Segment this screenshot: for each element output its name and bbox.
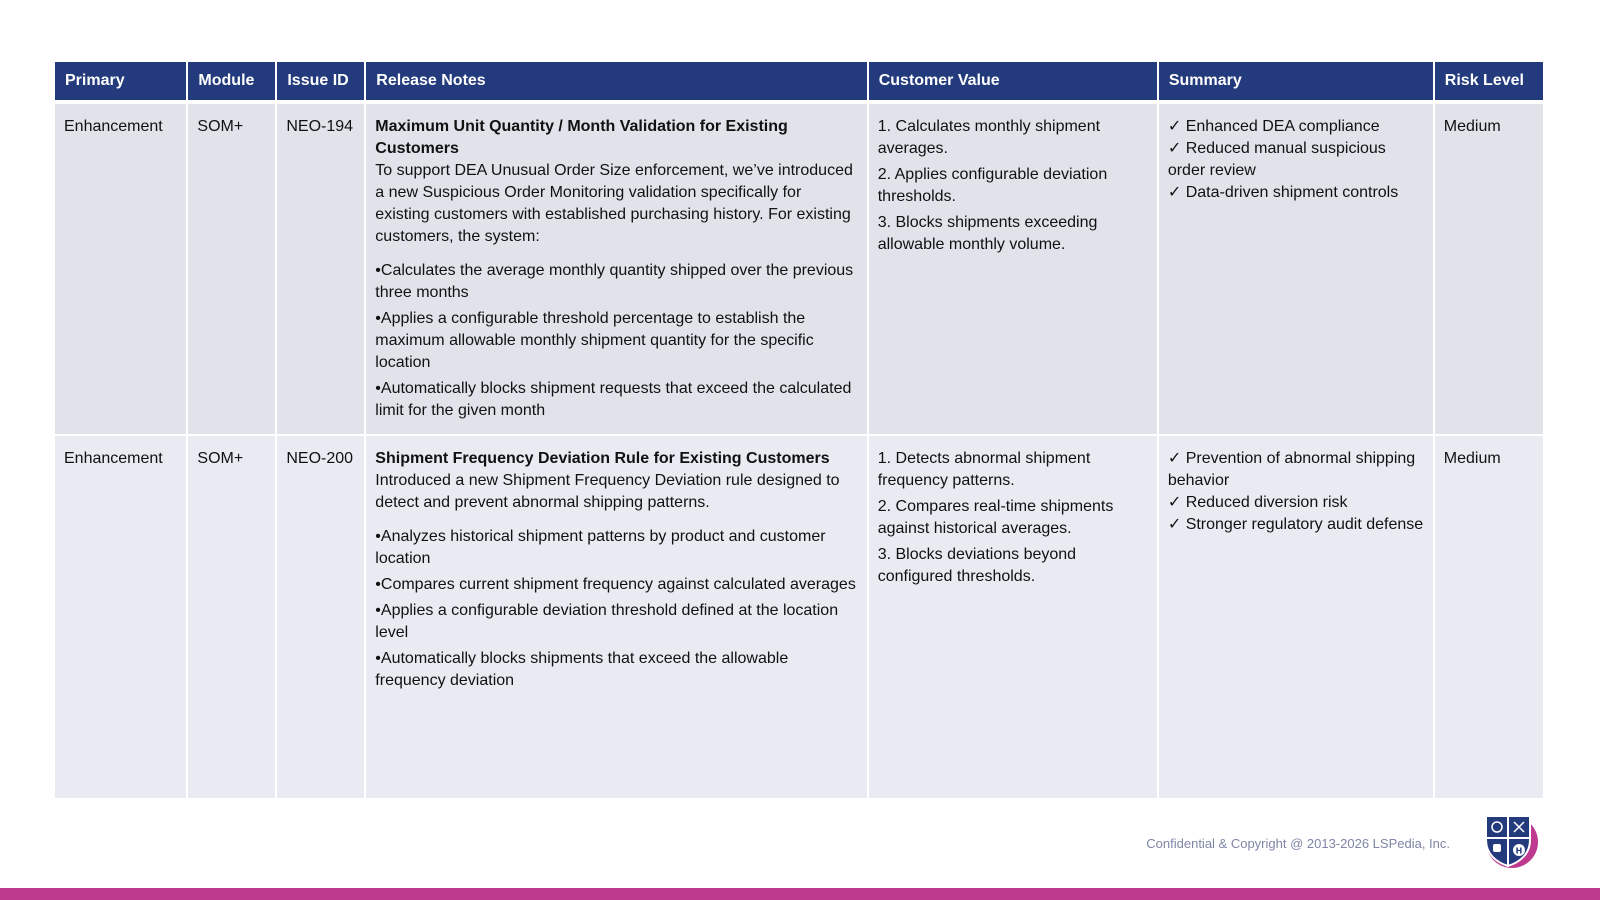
release-note-bullet: •Compares current shipment frequency against calculated averages bbox=[375, 576, 856, 593]
copyright-text: Confidential & Copyright @ 2013-2026 LSPedia, Inc. bbox=[1146, 836, 1450, 851]
cell-primary: Enhancement bbox=[55, 436, 186, 798]
cell-summary bbox=[1159, 436, 1433, 798]
cell-release-notes bbox=[366, 104, 866, 436]
cell-module: SOM+ bbox=[188, 436, 275, 798]
check-icon: ✓ bbox=[1167, 184, 1182, 201]
customer-value-item: 3. Blocks shipments exceeding allowable monthly volume. bbox=[877, 214, 1098, 253]
header-release-notes: Release Notes bbox=[366, 62, 866, 104]
release-note-bullet: •Calculates the average monthly quantity shipped over the previous three months bbox=[375, 262, 854, 301]
release-note-title: Maximum Unit Quantity / Month Validation for Existing Customers bbox=[375, 118, 788, 157]
cell-release-notes bbox=[366, 436, 866, 798]
release-note-body: To support DEA Unusual Order Size enforcement, we’ve introduced a new Suspicious Order Monitoring validation specifically for existing customers with established purchasing history. For existing customers, the system: bbox=[375, 162, 853, 245]
table-row bbox=[55, 436, 1543, 798]
release-note-bullets bbox=[375, 526, 857, 692]
summary-item bbox=[1168, 116, 1424, 138]
cell-issue-id: NEO-194 bbox=[277, 104, 364, 436]
summary-item bbox=[1168, 182, 1424, 204]
summary-item bbox=[1168, 138, 1424, 182]
table-header-row bbox=[55, 62, 1543, 104]
check-icon: ✓ bbox=[1167, 118, 1182, 135]
cell-customer-value bbox=[869, 436, 1157, 798]
summary-text: Prevention of abnormal shipping behavior bbox=[1167, 450, 1416, 489]
check-icon: ✓ bbox=[1167, 516, 1182, 533]
cell-issue-id: NEO-200 bbox=[277, 436, 364, 798]
summary-text: Reduced diversion risk bbox=[1185, 494, 1348, 511]
bottom-accent-bar bbox=[0, 888, 1600, 900]
cell-primary: Enhancement bbox=[55, 104, 186, 436]
customer-value-item: 1. Calculates monthly shipment averages. bbox=[877, 118, 1101, 157]
header-summary: Summary bbox=[1159, 62, 1433, 104]
cell-summary bbox=[1159, 104, 1433, 436]
summary-text: Data-driven shipment controls bbox=[1185, 184, 1399, 201]
release-note-bullet: •Analyzes historical shipment patterns by product and customer location bbox=[375, 528, 826, 567]
release-note-bullets bbox=[375, 260, 857, 422]
summary-item bbox=[1168, 514, 1424, 536]
summary-text: Enhanced DEA compliance bbox=[1185, 118, 1380, 135]
summary-text: Reduced manual suspicious order review bbox=[1167, 140, 1386, 179]
summary-item bbox=[1168, 448, 1424, 492]
release-notes-table bbox=[53, 62, 1545, 798]
cell-customer-value bbox=[869, 104, 1157, 436]
lspedia-shield-logo-icon bbox=[1480, 810, 1540, 870]
check-icon: ✓ bbox=[1167, 494, 1182, 511]
cell-risk-level: Medium bbox=[1435, 104, 1543, 436]
customer-value-item: 2. Compares real-time shipments against historical averages. bbox=[877, 498, 1114, 537]
header-primary: Primary bbox=[55, 62, 186, 104]
check-icon: ✓ bbox=[1167, 140, 1182, 157]
header-issue-id: Issue ID bbox=[277, 62, 364, 104]
cell-module: SOM+ bbox=[188, 104, 275, 436]
release-note-body: Introduced a new Shipment Frequency Deviation rule designed to detect and prevent abnormal shipping patterns. bbox=[375, 472, 840, 511]
header-module: Module bbox=[188, 62, 275, 104]
release-note-bullet: •Applies a configurable deviation threshold defined at the location level bbox=[375, 602, 839, 641]
table-row bbox=[55, 104, 1543, 436]
customer-value-item: 1. Detects abnormal shipment frequency patterns. bbox=[877, 450, 1091, 489]
customer-value-item: 2. Applies configurable deviation thresholds. bbox=[877, 166, 1108, 205]
header-customer-value: Customer Value bbox=[869, 62, 1157, 104]
summary-item bbox=[1168, 492, 1424, 514]
release-note-bullet: •Automatically blocks shipments that exceed the allowable frequency deviation bbox=[375, 650, 789, 689]
release-note-bullet: •Automatically blocks shipment requests that exceed the calculated limit for the given month bbox=[375, 380, 852, 419]
check-icon: ✓ bbox=[1167, 450, 1182, 467]
svg-text:H: H bbox=[1515, 846, 1523, 856]
release-note-bullet: •Applies a configurable threshold percentage to establish the maximum allowable monthly shipment quantity for the specific location bbox=[375, 310, 814, 371]
customer-value-item: 3. Blocks deviations beyond configured thresholds. bbox=[877, 546, 1077, 585]
cell-risk-level: Medium bbox=[1435, 436, 1543, 798]
summary-text: Stronger regulatory audit defense bbox=[1185, 516, 1424, 533]
release-note-title: Shipment Frequency Deviation Rule for Existing Customers bbox=[375, 450, 830, 467]
header-risk-level: Risk Level bbox=[1435, 62, 1543, 104]
